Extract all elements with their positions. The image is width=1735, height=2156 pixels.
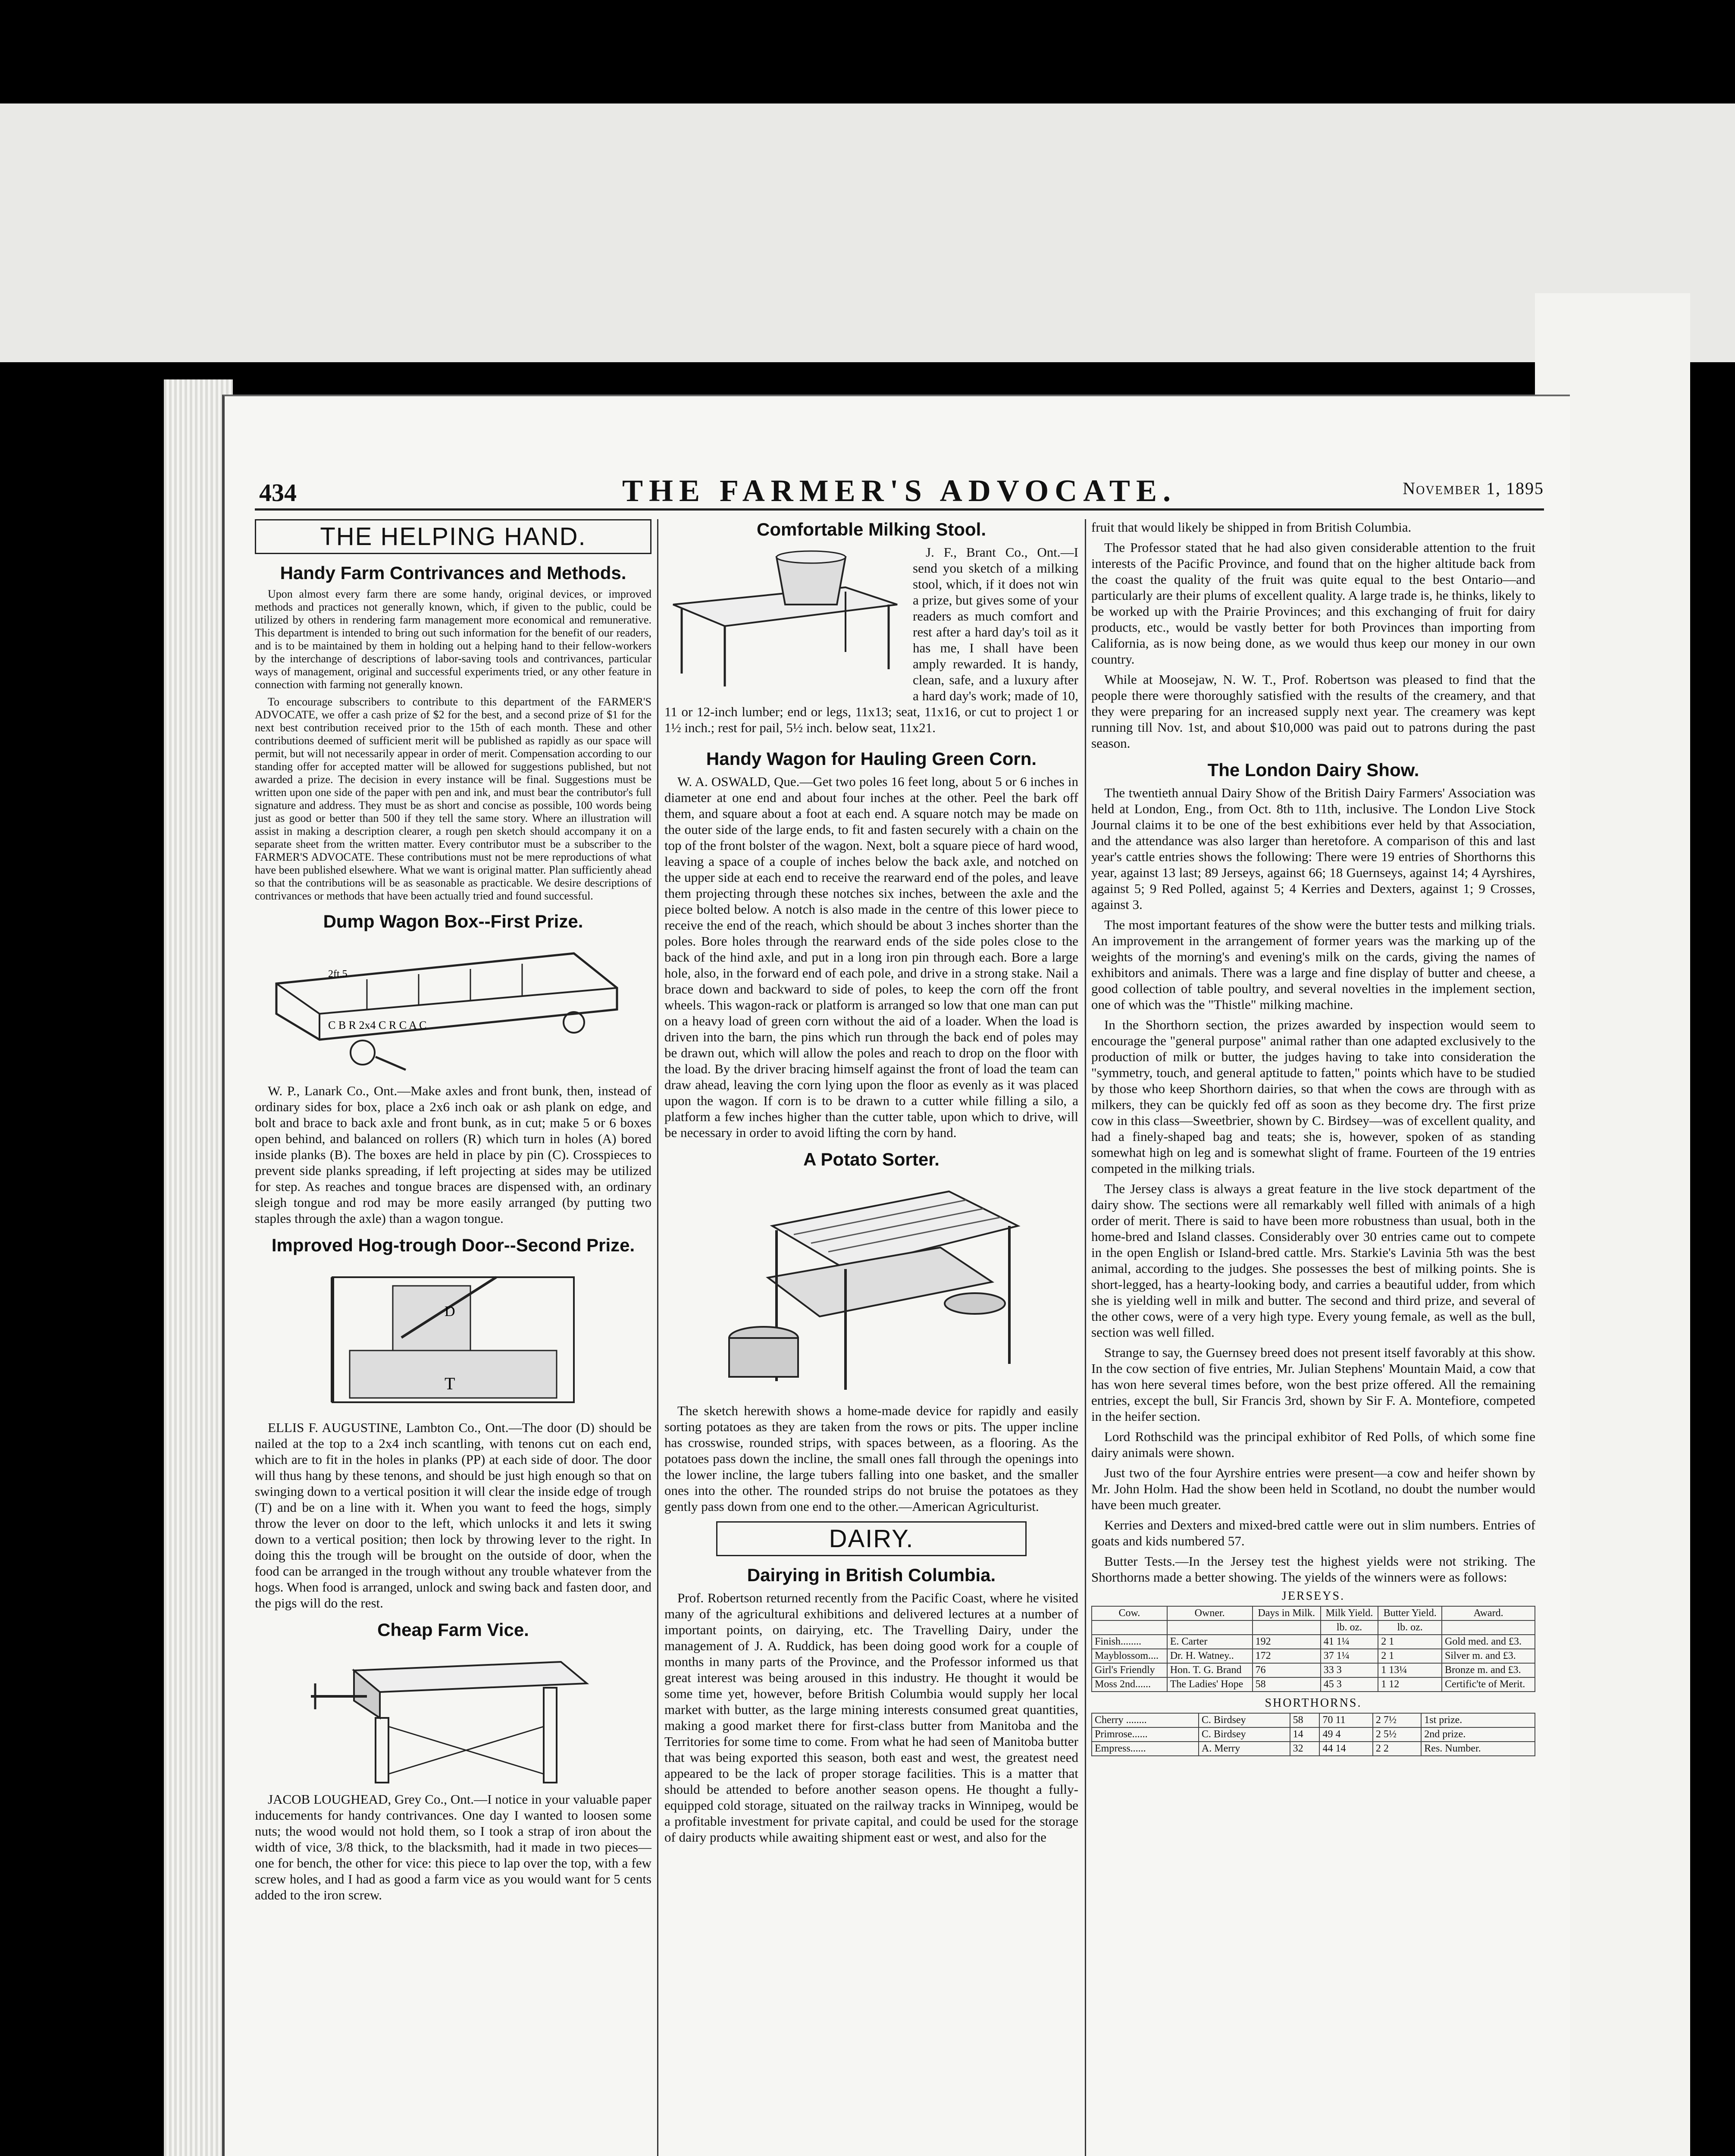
article-paragraph: Butter Tests.—In the Jersey test the highest yields were not striking. The Shorthorns made a better showing. The yields of the winners were as follows: xyxy=(1091,1554,1535,1585)
table-cell: 37 1¼ xyxy=(1321,1649,1378,1663)
table-cell: C. Birdsey xyxy=(1199,1727,1290,1742)
table-cell: Moss 2nd...... xyxy=(1092,1677,1167,1692)
table-cell: 2 1 xyxy=(1378,1649,1442,1663)
article-paragraph: JACOB LOUGHEAD, Grey Co., Ont.—I notice in your valuable paper inducements for handy contrivances. One day I wanted to loosen some nuts; the wood would not hold them, so I took a strap of iron about the width of vice, 3/8 thick, to the blacksmith, had it made in two pieces—one for bench, the other for vice: this piece to lap over the top, with a few screw holes, and I had as good a farm vice as you would want for 5 cents added to the iron screw. xyxy=(255,1792,651,1902)
column-rule xyxy=(1085,519,1086,2156)
article-paragraph: In the Shorthorn section, the prizes awarded by inspection would seem to encourage the "general purpose" animal rather than one adapted exclusively to the production of milk or butter, the judges having to take into consideration the "symmetry, touch, and general aptitude to fatten," points which have to be studied by those who keep Shorthorn dairies, so that when the cows are through with as milkers, they can be quickly fed off as soon as they become dry. The first prize cow in this class—Sweetbrier, shown by C. Birdsey—was of excellent quality, and had a finely-shaped bag and teats; she is, however, spoken of as standing somewhat high on leg and is somewhat slight of frame. Fourteen of the 19 entries competed in the milking trials. xyxy=(1091,1017,1535,1176)
table-row xyxy=(1092,1635,1535,1649)
jersey-rows xyxy=(1092,1635,1535,1692)
article-paragraph: Just two of the four Ayrshire entries were present—a cow and heifer shown by Mr. John Holm. Had the show been held in Scotland, no doubt the number would have been much greater. xyxy=(1091,1465,1535,1512)
table-header: Award. xyxy=(1442,1606,1535,1620)
table-row xyxy=(1092,1727,1535,1742)
table-row xyxy=(1092,1713,1535,1727)
newspaper-page xyxy=(222,395,1570,2156)
table-cell: 2nd prize. xyxy=(1421,1727,1535,1742)
shorthorn-test-table xyxy=(1091,1713,1535,1756)
table-cell: Res. Number. xyxy=(1421,1742,1535,1756)
table-header: Milk Yield. xyxy=(1321,1606,1378,1620)
article-title: A Potato Sorter. xyxy=(803,1149,940,1169)
table-cell: 58 xyxy=(1290,1713,1320,1727)
article-paragraph: W. A. OSWALD, Que.—Get two poles 16 feet long, about 5 or 6 inches in diameter at one end and about four inches at the other. Peel the bark off them, and square about a foot at each end. A square notch may be made on the outer side of the large ends, to fit and fasten securely with a chain on the top of the front bolster of the wagon. Next, bolt a square piece of hard wood, leaving a space of a couple of inches below the back axle, and notched on the upper side at each end to receive the rearward end of the poles, and leave them projecting through these notches six inches, between the axle and the piece bolted below. A notch is also made in the centre of this lower piece to receive the end of the reach, which should be about 3 inches shorter than the poles. Bore holes through the rearward ends of the side poles close to the back of the hind axle, and put in a long iron pin through each. Bore a large hole, also, in the forward end of each pole, and drive in a strong stake. Nail a brace down and backward to side of poles, to keep the corn off the front wheels. This wagon-rack or platform is arranged so low that one man can put on a heavy load of green corn without the aid of a loader. When the load is driven into the barn, the pins which run through the back end of poles may be drawn out, which will allow the poles and reach to drop on the floor with the load. By the driver bracing himself against the front of load the team can draw ahead, leaving the corn lying upon the floor as evenly as it was placed upon the wagon. If corn is to be drawn to a cutter while filling a silo, a platform a few inches higher than the cutter table, upon which to drive, will be necessary in order to avoid lifting the corn by hand. xyxy=(664,774,1078,1140)
column-1 xyxy=(255,519,651,1907)
table-unit xyxy=(1167,1620,1253,1635)
table-unit xyxy=(1253,1620,1321,1635)
article-title: Dump Wagon Box--First Prize. xyxy=(323,911,583,931)
table-cell: 2 1 xyxy=(1378,1635,1442,1649)
figure-label: C B R 2x4 C R C A C xyxy=(328,1019,427,1031)
article-paragraph: fruit that would likely be shipped in from British Columbia. xyxy=(1091,520,1412,535)
book-top-edge xyxy=(0,103,1735,362)
table-cell: A. Merry xyxy=(1199,1742,1290,1756)
shorthorn-rows xyxy=(1092,1713,1535,1756)
hog-trough-door-illustration xyxy=(315,1260,591,1415)
table-header: Cow. xyxy=(1092,1606,1167,1620)
milking-stool-illustration xyxy=(664,544,906,691)
table-caption: JERSEYS. xyxy=(1281,1589,1345,1603)
table-cell: 2 7½ xyxy=(1373,1713,1421,1727)
table-cell: 192 xyxy=(1253,1635,1321,1649)
masthead: THE FARMER'S ADVOCATE. xyxy=(622,473,1177,508)
article-title: Improved Hog-trough Door--Second Prize. xyxy=(271,1235,635,1255)
article-paragraph: J. F., Brant Co., Ont.—I send you sketch of a milking stool, which, if it does not win a prize, but gives some of your readers as much comfort and rest after a hard day's toil as it has me, I shall have been amply rewarded. It is handy, clean, safe, and a luxury after a hard day's work; made of 10, 11 or 12-inch lumber; end or legs, 11x13; seat, 11x16, or cut to project 1 or 1½ inch.; rest for pail, 5½ inch. below seat, 11x21. xyxy=(664,545,1078,735)
table-cell: C. Birdsey xyxy=(1199,1713,1290,1727)
table-header: Owner. xyxy=(1167,1606,1253,1620)
table-unit xyxy=(1442,1620,1535,1635)
article-paragraph: W. P., Lanark Co., Ont.—Make axles and front bunk, then, instead of ordinary sides for box, place a 2x6 inch oak or ash plank on edge, and bolt and brace to back axle and front bunk, as in cut; make 5 or 6 boxes open behind, and balanced on rollers (R) which turn in holes (A) bored inside planks (B). The boxes are held in place by pin (C). Crosspieces to prevent side planks spreading, if left projecting at sides may be utilized for step. As reaches and tongue braces are dispensed with, an ordinary sleigh tongue and rod may be more easily arranged (by putting two staples through the axle) than a wagon tongue. xyxy=(255,1083,651,1226)
table-unit: lb. oz. xyxy=(1378,1620,1442,1635)
table-cell: 1 12 xyxy=(1378,1677,1442,1692)
section-title: THE HELPING HAND. xyxy=(255,519,651,554)
table-cell: Gold med. and £3. xyxy=(1442,1635,1535,1649)
table-cell: Mayblossom.... xyxy=(1092,1649,1167,1663)
figure-label: 2ft.5 xyxy=(328,968,348,980)
table-cell: Dr. H. Watney.. xyxy=(1167,1649,1253,1663)
table-cell: 1 13¼ xyxy=(1378,1663,1442,1677)
table-cell: E. Carter xyxy=(1167,1635,1253,1649)
table-cell: Certific'te of Merit. xyxy=(1442,1677,1535,1692)
dump-wagon-illustration xyxy=(263,936,643,1078)
table-cell: Bronze m. and £3. xyxy=(1442,1663,1535,1677)
article-paragraph: The sketch herewith shows a home-made device for rapidly and easily sorting potatoes as they are taken from the rows or pits. The upper incline has crosswise, rounded strips, with spaces between, as a flooring. As the potatoes pass down the incline, the small ones fall through the openings into the lower incline, the large tubers falling into one basket, and the smaller ones into the other. The rounded strips do not bruise the potatoes as they gently pass down from one end to the other.—American Agriculturist. xyxy=(664,1403,1078,1514)
table-row xyxy=(1092,1742,1535,1756)
table-cell: Primrose...... xyxy=(1092,1727,1199,1742)
table-cell: 49 4 xyxy=(1319,1727,1372,1742)
table-cell: Hon. T. G. Brand xyxy=(1167,1663,1253,1677)
section-title: DAIRY. xyxy=(716,1521,1027,1556)
figure-label: T xyxy=(445,1374,455,1393)
table-unit xyxy=(1092,1620,1167,1635)
table-header: Days in Milk. xyxy=(1253,1606,1321,1620)
article-paragraph: The Jersey class is always a great feature in the live stock department of the dairy show. The sections were all remarkably well filled with animals of a high order of merit. There is said to have been more robustness than usual, both in the home-bred and Island classes. Considerably over 30 entries came out to compete in the open English or Island-bred cattle. Mrs. Starkie's Lavinia 5th was the best animal, according to the judges. She possesses the best of milking points. She is short-legged, has a hearty-looking body, and carries a beautiful udder, from which she is yielding well in milk and butter. The second and third prize, and several of the other cows, were of a very high type. Every young female, as well as the bull, section was well filled. xyxy=(1091,1181,1535,1340)
potato-sorter-illustration xyxy=(716,1174,1027,1398)
table-cell: 14 xyxy=(1290,1727,1320,1742)
farm-vice-illustration xyxy=(302,1645,604,1787)
article-paragraph: Upon almost every farm there are some handy, original devices, or improved methods and practices not generally known, which, if given to the public, could be utilized by others in rendering farm management more economical and remunerative. This department is intended to bring out such information for the benefit of our readers, and is to be maintained by them in holding out a helping hand to their fellow-workers by the interchange of descriptions of labor-saving tools and contrivances, particular ways of management, original and successful experiments tried, or any other feature in connection with farming not generally known. xyxy=(255,588,651,691)
table-cell: The Ladies' Hope xyxy=(1167,1677,1253,1692)
table-cell: 1st prize. xyxy=(1421,1713,1535,1727)
table-cell: 45 3 xyxy=(1321,1677,1378,1692)
table-cell: 172 xyxy=(1253,1649,1321,1663)
table-cell: 2 5½ xyxy=(1373,1727,1421,1742)
article-title: Dairying in British Columbia. xyxy=(747,1565,996,1585)
article-title: The London Dairy Show. xyxy=(1207,760,1419,780)
table-cell: 58 xyxy=(1253,1677,1321,1692)
table-row xyxy=(1092,1677,1535,1692)
article-paragraph: ELLIS F. AUGUSTINE, Lambton Co., Ont.—The door (D) should be nailed at the top to a 2x4 inch scantling, with tenons cut on each end, which are to fit in the holes in planks (PP) at each side of door. The door will thus hang by these tenons, and should be just high enough so that on swinging down to a vertical position it will clear the inside edge of trough (T) and be on a line with it. When you want to feed the hogs, simply throw the lever on door to the left, which unlocks it and lets it swing down to a vertical position; then lock by throwing lever to the right. In doing this the trough will be brought on the outside of door, when the food can be arranged in the trough without any trouble whatever from the hogs. When food is arranged, unlock and swing back and fasten door, and the pigs will do the rest. xyxy=(255,1420,651,1611)
article-paragraph: The twentieth annual Dairy Show of the British Dairy Farmers' Association was held at London, Eng., from Oct. 8th to 11th, inclusive. The London Live Stock Journal claims it to be one of the best exhibitions ever held by that Association, and the attendance was also larger than heretofore. A comparison of this and last year's cattle entries shows the following: There were 19 entries of Shorthorns this year, against 13 last; 89 Jerseys, against 66; 18 Guernseys, against 14; 4 Ayrshires, against 5; 9 Red Polled, against 5; 4 Kerries and Dexters, against 1; 9 Crosses, against 3. xyxy=(1091,785,1535,912)
table-caption: SHORTHORNS. xyxy=(1265,1696,1362,1710)
article-title: Handy Farm Contrivances and Methods. xyxy=(280,563,626,583)
article-paragraph: Kerries and Dexters and mixed-bred cattle were out in slim numbers. Entries of goats and kids numbered 57. xyxy=(1091,1517,1535,1548)
column-rule xyxy=(657,519,658,2156)
table-cell: 33 3 xyxy=(1321,1663,1378,1677)
table-cell: 2 2 xyxy=(1373,1742,1421,1756)
table-row xyxy=(1092,1649,1535,1663)
article-paragraph: To encourage subscribers to contribute to this department of the FARMER'S ADVOCATE, we offer a cash prize of $2 for the best, and a second prize of $1 for the next best contribution received prior to the 15th of each month. These and other contributions deemed of sufficient merit will be published as rapidly as our space will permit, but will not necessarily appear in order of merit. Compensation according to our standing offer for accepted matter will be allowed for suggestions published, but not awarded a prize. The decision in every instance will be final. Suggestions must be written upon one side of the paper with pen and ink, and must bear the contributor's full signature and address. They must be as short and concise as possible, 100 words being just as good or better than 500 if they tell the same story. Where an illustration will assist in making a description clearer, a rough pen sketch should accompany it on a separate sheet from the written matter. Every contributor must be a subscriber to the FARMER'S ADVOCATE. These contributions must not be mere reproductions of what have been published elsewhere. What we want is original matter. Plan sufficiently ahead so that the contributions will be as seasonable as practicable. We desire descriptions of contrivances or methods that have been actually tried and found successful. xyxy=(255,696,651,902)
page-number: 434 xyxy=(259,479,297,507)
table-cell: 70 11 xyxy=(1319,1713,1372,1727)
table-header: Butter Yield. xyxy=(1378,1606,1442,1620)
table-cell: Empress...... xyxy=(1092,1742,1199,1756)
article-title: Cheap Farm Vice. xyxy=(377,1620,529,1640)
table-cell: 41 1¼ xyxy=(1321,1635,1378,1649)
figure-label: D xyxy=(445,1304,455,1319)
table-cell: Finish........ xyxy=(1092,1635,1167,1649)
article-paragraph: Strange to say, the Guernsey breed does not present itself favorably at this show. In the cow section of five entries, Mr. Julian Stephens' Mountain Maid, a cow that has won here several times before, won the best prize offered. All the remaining entries, except the bull, Sir Francis 3rd, shown by Sir F. A. Montefiore, competed in the heifer section. xyxy=(1091,1345,1535,1424)
table-unit: lb. oz. xyxy=(1321,1620,1378,1635)
article-title: Handy Wagon for Hauling Green Corn. xyxy=(706,749,1037,769)
table-cell: 44 14 xyxy=(1319,1742,1372,1756)
table-cell: Cherry ........ xyxy=(1092,1713,1199,1727)
column-2 xyxy=(664,519,1078,1849)
article-paragraph: Lord Rothschild was the principal exhibitor of Red Polls, of which some fine dairy animals were shown. xyxy=(1091,1429,1535,1460)
table-cell: 32 xyxy=(1290,1742,1320,1756)
table-cell: 76 xyxy=(1253,1663,1321,1677)
table-cell: Girl's Friendly xyxy=(1092,1663,1167,1677)
table-row xyxy=(1092,1663,1535,1677)
article-title: Comfortable Milking Stool. xyxy=(757,519,986,539)
article-paragraph: Prof. Robertson returned recently from the Pacific Coast, where he visited many of the agricultural exhibitions and delivered lectures at a number of important points, on dairying, etc. The Travelling Dairy, under the management of J. A. Ruddick, has been doing good work for a couple of months in many parts of the Province, and the Professor informed us that great interest was being aroused in this industry. He thought it would be some time yet, however, before British Columbia would supply her local market with butter, as the large mining interests consumed great quantities, making a good market there for first-class butter from Manitoba and the Territories for some time to come. From what he had seen of Manitoba butter that was being exported this season, both east and west, the greatest need appeared to be the lack of proper storage facilities. This is a matter that should be attended to before another season opens. He thought a fully-equipped cold storage, situated on the railway tracks in Winnipeg, would be a profitable investment for private capital, and could be used for the storage of dairy products while awaiting shipment east or west, and also for the xyxy=(664,1590,1078,1845)
page-header xyxy=(255,461,1544,511)
article-paragraph: While at Moosejaw, N. W. T., Prof. Robertson was pleased to find that the people there were thoroughly satisfied with the results of the creamery, and that they were preparing for an increased supply next year. The creamery was kept running till Nov. 1st, and about $10,000 was paid out to patrons during the past season. xyxy=(1091,672,1535,751)
issue-date: November 1, 1895 xyxy=(1403,479,1544,498)
column-3 xyxy=(1091,519,1535,1756)
article-paragraph: The Professor stated that he had also given considerable attention to the fruit interests of the Pacific Province, and found that on the higher altitude back from the coast the quality of the fruit was quite equal to the best Ontario—and particularly are their plums of excellent quality. A large trade is, he thinks, likely to be worked up with the Prairie Provinces; and this exchanging of fruit for dairy products, etc., would be vastly better for both Provinces than importing from California, as is now being done, as we would thus keep our money in our own country. xyxy=(1091,540,1535,667)
table-cell: Silver m. and £3. xyxy=(1442,1649,1535,1663)
article-paragraph: The most important features of the show were the butter tests and milking trials. An improvement in the arrangement of former years was the marking up of the weights of the morning's and evening's milk on the cards, giving the names of exhibitors and animals. There was a large and fine display of butter and cheese, a good collection of table poultry, and several novelties in the implement section, one of which was the "Thistle" milking machine. xyxy=(1091,917,1535,1012)
butter-test-table xyxy=(1091,1606,1535,1692)
